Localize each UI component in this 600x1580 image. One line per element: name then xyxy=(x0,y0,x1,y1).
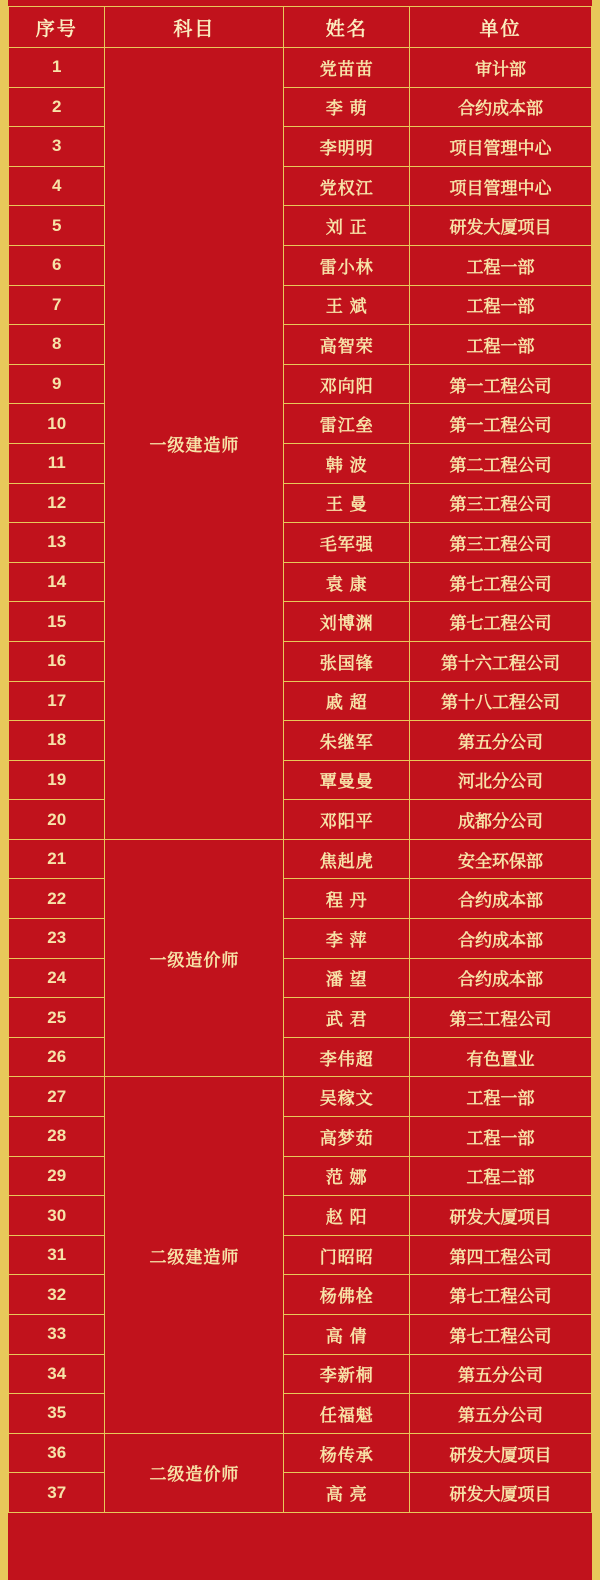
cell-unit: 第五分公司 xyxy=(410,721,592,761)
cell-index: 12 xyxy=(9,483,105,523)
cell-unit: 第二工程公司 xyxy=(410,443,592,483)
table-row xyxy=(9,602,592,642)
cell-index: 26 xyxy=(9,1037,105,1077)
table-row xyxy=(9,879,592,919)
cell-subject: 二级造价师 xyxy=(105,1433,284,1512)
cell-unit: 第一工程公司 xyxy=(410,404,592,444)
table-row xyxy=(9,1275,592,1315)
cell-unit: 项目管理中心 xyxy=(410,127,592,167)
cell-name: 张国锋 xyxy=(284,641,410,681)
table-body xyxy=(9,48,592,1513)
cell-index: 33 xyxy=(9,1315,105,1355)
cell-name: 李 萌 xyxy=(284,87,410,127)
cell-name: 邓向阳 xyxy=(284,364,410,404)
cell-unit: 审计部 xyxy=(410,48,592,88)
cell-index: 18 xyxy=(9,721,105,761)
cell-index: 6 xyxy=(9,245,105,285)
cell-unit: 第一工程公司 xyxy=(410,364,592,404)
cell-name: 雷江垒 xyxy=(284,404,410,444)
table-row xyxy=(9,285,592,325)
cell-index: 17 xyxy=(9,681,105,721)
table-header xyxy=(9,7,592,48)
table-row xyxy=(9,523,592,563)
table-row xyxy=(9,760,592,800)
table-row xyxy=(9,1315,592,1355)
cell-index: 23 xyxy=(9,919,105,959)
cell-name: 李明明 xyxy=(284,127,410,167)
table-row xyxy=(9,1156,592,1196)
cell-index: 7 xyxy=(9,285,105,325)
cell-unit: 第五分公司 xyxy=(410,1394,592,1434)
table-row xyxy=(9,127,592,167)
table-row xyxy=(9,1473,592,1513)
cell-unit: 合约成本部 xyxy=(410,879,592,919)
cell-name: 袁 康 xyxy=(284,562,410,602)
header-cell-index: 序号 xyxy=(9,7,105,48)
cell-unit: 合约成本部 xyxy=(410,87,592,127)
cell-index: 25 xyxy=(9,998,105,1038)
cell-unit: 成都分公司 xyxy=(410,800,592,840)
cell-unit: 第三工程公司 xyxy=(410,998,592,1038)
header-cell-subject: 科目 xyxy=(105,7,284,48)
cell-index: 31 xyxy=(9,1235,105,1275)
cell-index: 21 xyxy=(9,839,105,879)
cell-name: 李 萍 xyxy=(284,919,410,959)
cell-unit: 河北分公司 xyxy=(410,760,592,800)
cell-index: 5 xyxy=(9,206,105,246)
cell-index: 4 xyxy=(9,166,105,206)
cell-unit: 第三工程公司 xyxy=(410,483,592,523)
cell-index: 29 xyxy=(9,1156,105,1196)
cell-name: 高智荣 xyxy=(284,325,410,365)
table-row xyxy=(9,1433,592,1473)
roster-table xyxy=(8,6,592,1513)
cell-unit: 第五分公司 xyxy=(410,1354,592,1394)
cell-index: 1 xyxy=(9,48,105,88)
cell-name: 朱继军 xyxy=(284,721,410,761)
cell-name: 赵 阳 xyxy=(284,1196,410,1236)
cell-unit: 第七工程公司 xyxy=(410,1275,592,1315)
cell-name: 焦赳虎 xyxy=(284,839,410,879)
cell-name: 李新桐 xyxy=(284,1354,410,1394)
cell-unit: 安全环保部 xyxy=(410,839,592,879)
table-row xyxy=(9,1196,592,1236)
cell-index: 30 xyxy=(9,1196,105,1236)
table-row xyxy=(9,87,592,127)
cell-index: 22 xyxy=(9,879,105,919)
cell-index: 37 xyxy=(9,1473,105,1513)
cell-unit: 项目管理中心 xyxy=(410,166,592,206)
cell-index: 32 xyxy=(9,1275,105,1315)
cell-name: 杨传承 xyxy=(284,1433,410,1473)
cell-name: 吴稼文 xyxy=(284,1077,410,1117)
cell-unit: 工程一部 xyxy=(410,285,592,325)
cell-index: 2 xyxy=(9,87,105,127)
cell-unit: 工程二部 xyxy=(410,1156,592,1196)
table-row xyxy=(9,206,592,246)
cell-index: 3 xyxy=(9,127,105,167)
table-row xyxy=(9,958,592,998)
table-row xyxy=(9,325,592,365)
table-row xyxy=(9,1235,592,1275)
cell-index: 36 xyxy=(9,1433,105,1473)
cell-name: 韩 波 xyxy=(284,443,410,483)
cell-name: 高梦茹 xyxy=(284,1117,410,1157)
cell-unit: 研发大厦项目 xyxy=(410,206,592,246)
table-row xyxy=(9,1077,592,1117)
cell-index: 15 xyxy=(9,602,105,642)
table-row xyxy=(9,443,592,483)
table-row xyxy=(9,681,592,721)
cell-unit: 第七工程公司 xyxy=(410,602,592,642)
table-row xyxy=(9,1354,592,1394)
table-row xyxy=(9,1117,592,1157)
cell-name: 王 曼 xyxy=(284,483,410,523)
table-row xyxy=(9,562,592,602)
cell-index: 14 xyxy=(9,562,105,602)
cell-subject: 一级建造师 xyxy=(105,48,284,840)
cell-name: 高 倩 xyxy=(284,1315,410,1355)
table-row xyxy=(9,364,592,404)
cell-unit: 第七工程公司 xyxy=(410,1315,592,1355)
cell-unit: 工程一部 xyxy=(410,1117,592,1157)
cell-unit: 工程一部 xyxy=(410,325,592,365)
cell-unit: 合约成本部 xyxy=(410,958,592,998)
table-row xyxy=(9,919,592,959)
cell-unit: 第四工程公司 xyxy=(410,1235,592,1275)
cell-name: 程 丹 xyxy=(284,879,410,919)
table-row xyxy=(9,641,592,681)
cell-index: 13 xyxy=(9,523,105,563)
cell-name: 李伟超 xyxy=(284,1037,410,1077)
cell-name: 王 斌 xyxy=(284,285,410,325)
cell-unit: 研发大厦项目 xyxy=(410,1473,592,1513)
table-row xyxy=(9,1037,592,1077)
header-cell-unit: 单位 xyxy=(410,7,592,48)
cell-unit: 工程一部 xyxy=(410,245,592,285)
cell-index: 35 xyxy=(9,1394,105,1434)
cell-index: 8 xyxy=(9,325,105,365)
header-row xyxy=(9,7,592,48)
table-row xyxy=(9,48,592,88)
table-row xyxy=(9,1394,592,1434)
header-cell-name: 姓名 xyxy=(284,7,410,48)
cell-name: 杨佛栓 xyxy=(284,1275,410,1315)
table-row xyxy=(9,721,592,761)
table-row xyxy=(9,166,592,206)
table-row xyxy=(9,245,592,285)
cell-name: 武 君 xyxy=(284,998,410,1038)
cell-unit: 研发大厦项目 xyxy=(410,1196,592,1236)
cell-unit: 第十六工程公司 xyxy=(410,641,592,681)
cell-name: 邓阳平 xyxy=(284,800,410,840)
cell-subject: 二级建造师 xyxy=(105,1077,284,1433)
cell-name: 任福魁 xyxy=(284,1394,410,1434)
cell-index: 28 xyxy=(9,1117,105,1157)
table-row xyxy=(9,404,592,444)
cell-index: 11 xyxy=(9,443,105,483)
cell-index: 9 xyxy=(9,364,105,404)
cell-name: 刘 正 xyxy=(284,206,410,246)
cell-unit: 研发大厦项目 xyxy=(410,1433,592,1473)
cell-index: 10 xyxy=(9,404,105,444)
cell-name: 潘 望 xyxy=(284,958,410,998)
cell-name: 覃曼曼 xyxy=(284,760,410,800)
cell-unit: 第十八工程公司 xyxy=(410,681,592,721)
cell-name: 门昭昭 xyxy=(284,1235,410,1275)
cell-index: 34 xyxy=(9,1354,105,1394)
cell-name: 毛军强 xyxy=(284,523,410,563)
cell-name: 党苗苗 xyxy=(284,48,410,88)
cell-unit: 工程一部 xyxy=(410,1077,592,1117)
cell-index: 20 xyxy=(9,800,105,840)
cell-index: 24 xyxy=(9,958,105,998)
cell-unit: 第三工程公司 xyxy=(410,523,592,563)
cell-name: 戚 超 xyxy=(284,681,410,721)
cell-name: 范 娜 xyxy=(284,1156,410,1196)
table-row xyxy=(9,839,592,879)
cell-name: 党权江 xyxy=(284,166,410,206)
cell-unit: 第七工程公司 xyxy=(410,562,592,602)
cell-name: 高 亮 xyxy=(284,1473,410,1513)
table-row xyxy=(9,800,592,840)
table-row xyxy=(9,998,592,1038)
cell-unit: 合约成本部 xyxy=(410,919,592,959)
cell-unit: 有色置业 xyxy=(410,1037,592,1077)
cell-name: 雷小林 xyxy=(284,245,410,285)
table-row xyxy=(9,483,592,523)
cell-subject: 一级造价师 xyxy=(105,839,284,1077)
cell-index: 27 xyxy=(9,1077,105,1117)
cell-index: 19 xyxy=(9,760,105,800)
cell-index: 16 xyxy=(9,641,105,681)
cell-name: 刘博渊 xyxy=(284,602,410,642)
